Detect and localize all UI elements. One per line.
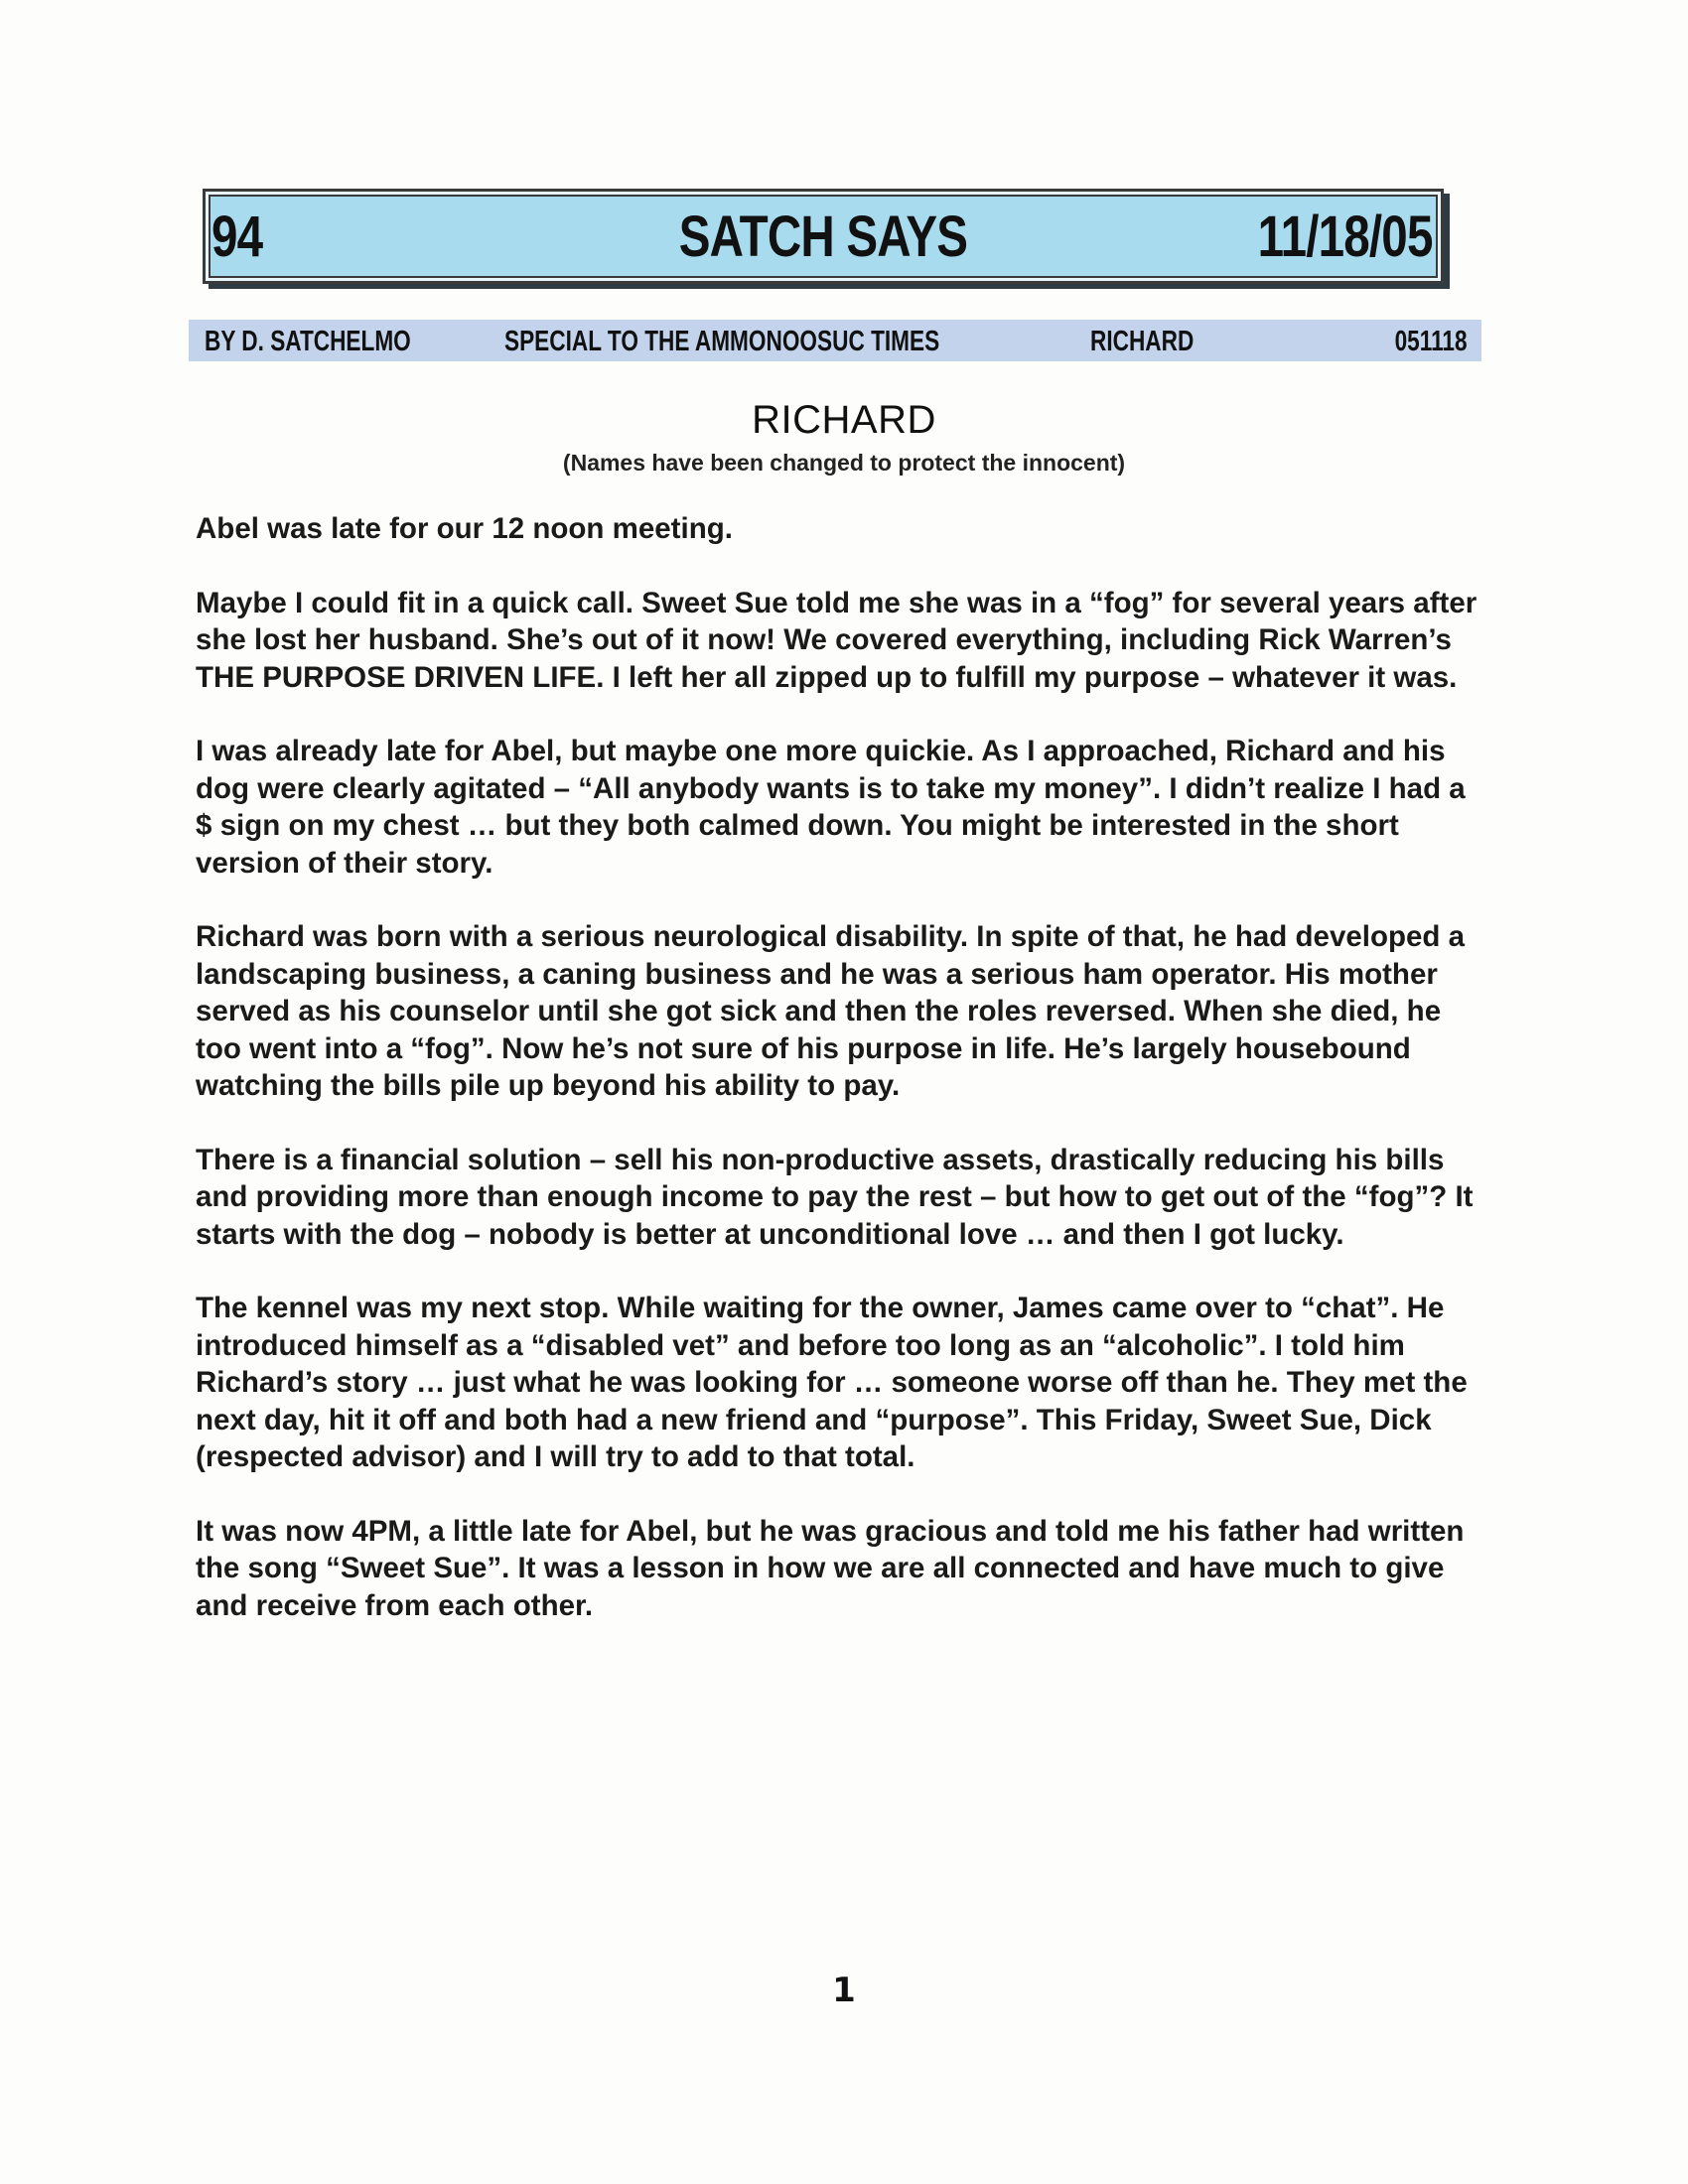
article-body	[196, 510, 1486, 1661]
paragraph: I was already late for Abel, but maybe one more quickie. As I approached, Richard and his dog were clearly agitated – “All anybody wants is to take my money”. I didn’t realize I had a $ sign on my chest … but they both calmed down. You might be interested in the short version of their story.	[196, 735, 1466, 880]
byline-author: BY D. SATCHELMO	[205, 326, 411, 357]
column-header-banner	[203, 189, 1444, 284]
byline-code: 051118	[1395, 326, 1468, 357]
issue-date: 11/18/05	[1258, 205, 1433, 269]
paragraph: Richard was born with a serious neurological disability. In spite of that, he had developed a landscaping business, a caning business and he was a serious ham operator. His mother served as his counselor until she got sick and then the roles reversed. When she died, he too went into a “fog”. Now he’s not sure of his purpose in life. He’s largely housebound watching the bills pile up beyond his ability to pay.	[196, 920, 1466, 1102]
paragraph: It was now 4PM, a little late for Abel, but he was gracious and told me his father had written the song “Sweet Sue”. It was a lesson in how we are all connected and have much to give and receive from each other.	[196, 1514, 1465, 1622]
article-subtitle: (Names have been changed to protect the innocent)	[562, 450, 1126, 476]
paragraph: There is a financial solution – sell his non-productive assets, drastically reducing his bills and providing more than enough income to pay the rest – but how to get out of the “fog”? It starts with the dog – nobody is better at unconditional love … and then I got lucky.	[196, 1143, 1474, 1251]
paragraph: The kennel was my next stop. While waiting for the owner, James came over to “chat”. He introduced himself as a “disabled vet” and before too long as an “alcoholic”. I told him Richard’s story … just what he was looking for … someone worse off than he. They met the next day, hit it off and both had a new friend and “purpose”. This Friday, Sweet Sue, Dick (respected advisor) and I will try to add to that total.	[196, 1292, 1468, 1473]
byline-publication: SPECIAL TO THE AMMONOOSUC TIMES	[504, 326, 940, 357]
paragraph: Abel was late for our 12 noon meeting.	[196, 512, 733, 545]
column-name: SATCH SAYS	[678, 205, 968, 269]
article-title: RICHARD	[752, 398, 936, 442]
issue-number: 94	[211, 205, 263, 269]
paragraph: Maybe I could fit in a quick call. Sweet Sue told me she was in a “fog” for several years after she lost her husband. She’s out of it now! We covered everything, including Rick Warren’s THE PURPOSE DRIVEN LIFE. I left her all zipped up to fulfill my purpose – whatever it was.	[196, 586, 1477, 694]
byline-topic: RICHARD	[1090, 326, 1195, 357]
page-number: 1	[832, 1971, 856, 2010]
byline-strip	[189, 320, 1481, 361]
